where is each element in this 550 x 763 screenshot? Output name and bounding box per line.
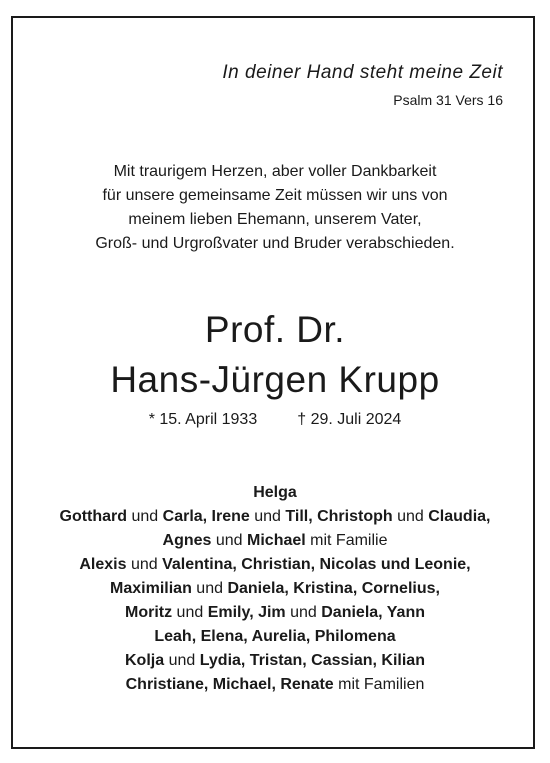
connector-text: und [211, 532, 248, 549]
mourner-name: Claudia, [428, 508, 491, 525]
family-line [0, 505, 550, 529]
birth-date: * 15. April 1933 [148, 411, 258, 428]
mourner-name: Valentina, Christian, Nicolas und Leonie, [162, 556, 471, 573]
connector-text: und [392, 508, 429, 525]
mourner-name: Moritz [124, 604, 173, 621]
mourner-name: Agnes [162, 532, 212, 549]
family-line [0, 625, 550, 649]
intro-line: für unsere gemeinsame Zeit müssen wir uns von [102, 187, 448, 204]
connector-text: und [191, 580, 228, 597]
deceased-name: Hans-Jürgen Krupp [110, 359, 440, 400]
family-line [0, 529, 550, 553]
intro-line: Mit traurigem Herzen, aber voller Dankbarkeit [113, 163, 437, 180]
intro-line: meinem lieben Ehemann, unserem Vater, [128, 211, 422, 228]
intro-text [0, 160, 550, 256]
connector-text: mit Familie [305, 532, 388, 549]
connector-text: und [285, 604, 322, 621]
intro-line: Groß- und Urgroßvater und Bruder verabschieden. [95, 235, 455, 252]
connector-text: und [127, 508, 163, 525]
connector-text: und [164, 652, 200, 669]
connector-text: mit Familien [333, 676, 425, 693]
family-line [0, 673, 550, 697]
mourner-name: Maximilian [110, 580, 192, 597]
mourner-name: Daniela, Yann [321, 604, 425, 621]
mourner-name: Helga [253, 484, 297, 501]
motto-quote [222, 62, 503, 84]
mourner-name: Alexis [79, 556, 127, 573]
mourner-name: Christiane, Michael, Renate [125, 676, 334, 693]
connector-text: und [172, 604, 208, 621]
mourner-name: Carla, Irene [162, 508, 250, 525]
family-line [0, 577, 550, 601]
family-list [0, 481, 550, 697]
life-dates [0, 411, 550, 429]
mourner-name: Kolja [125, 652, 165, 669]
mourner-name: Daniela, Kristina, Cornelius, [227, 580, 440, 597]
mourner-name: Gotthard [59, 508, 128, 525]
family-line [0, 601, 550, 625]
connector-text: und [249, 508, 286, 525]
mourner-name: Leah, Elena, Aurelia, Philomena [154, 628, 396, 645]
connector-text: und [126, 556, 163, 573]
mourner-name: Michael [247, 532, 306, 549]
deceased-title: Prof. Dr. [204, 309, 346, 350]
mourner-name: Lydia, Tristan, Cassian, Kilian [199, 652, 425, 669]
family-line [0, 553, 550, 577]
deceased-name-block [0, 305, 550, 405]
mourner-name: Emily, Jim [207, 604, 286, 621]
mourner-name: Till, Christoph [285, 508, 393, 525]
family-line [0, 649, 550, 673]
death-date: † 29. Juli 2024 [297, 411, 402, 428]
motto-text: In deiner Hand steht meine Zeit [222, 62, 503, 83]
family-line [0, 481, 550, 505]
motto-reference: Psalm 31 Vers 16 [393, 92, 503, 108]
